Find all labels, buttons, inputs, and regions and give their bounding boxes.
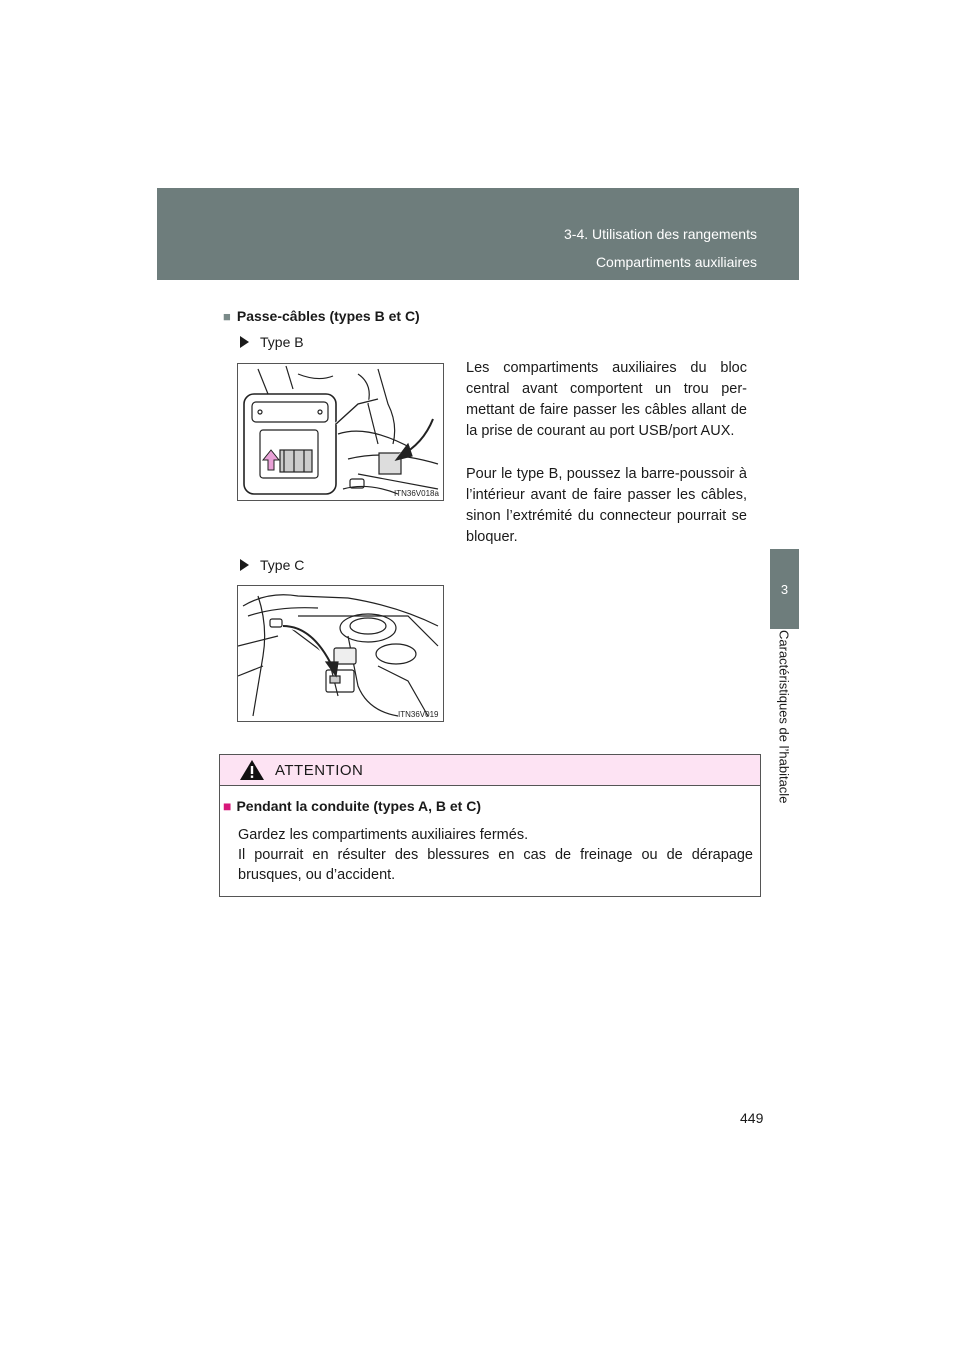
- type-b-paragraph-2: Pour le type B, poussez la barre-poussoir à l’intérieur avant de faire passer les câbles, sinon l’extrémité du connecteur pourrait se bloquer.: [466, 466, 747, 545]
- type-b-paragraph-1: Les compartiments auxiliaires du bloc central avant comportent un trou permettant de faire passer les câbles allant de la prise de courant au port USB/port AUX.: [466, 360, 747, 439]
- warning-line-2: Il pourrait en résulter des blessures en cas de freinage ou de dérapage brusques, ou d’accident.: [238, 847, 753, 883]
- square-bullet-icon: ■: [223, 309, 231, 324]
- type-b-drawing: [238, 364, 443, 500]
- header-section-title: 3-4. Utilisation des rangements: [564, 226, 757, 242]
- warning-title: ATTENTION: [275, 761, 364, 779]
- warning-icon: [239, 759, 265, 781]
- header-band: [157, 188, 799, 280]
- warning-text: [238, 825, 753, 885]
- type-b-figure-code: ITN36V018a: [394, 489, 439, 498]
- chapter-number-tab: 3: [770, 549, 799, 629]
- square-bullet-icon: ■: [223, 798, 232, 814]
- type-b-label: [240, 334, 304, 350]
- warning-subtitle: [223, 798, 481, 814]
- warning-header: [220, 755, 760, 786]
- type-c-illustration: [237, 585, 444, 722]
- warning-line-1: Gardez les compartiments auxiliaires fermés.: [238, 827, 529, 843]
- triangle-bullet-icon: [240, 559, 249, 571]
- page-number: 449: [740, 1110, 764, 1126]
- warning-subtitle-text: Pendant la conduite (types A, B et C): [236, 798, 481, 814]
- triangle-bullet-icon: [240, 336, 249, 348]
- type-c-label-text: Type C: [260, 557, 305, 573]
- type-c-label: [240, 557, 304, 573]
- section-title: [223, 308, 420, 324]
- warning-box: [219, 754, 761, 897]
- type-c-drawing: [238, 586, 443, 721]
- header-subsection-title: Compartiments auxiliaires: [595, 254, 757, 270]
- section-title-text: Passe-câbles (types B et C): [236, 308, 420, 324]
- type-b-illustration: [237, 363, 444, 501]
- chapter-title-vertical: Caractéristiques de l’habitacle: [776, 630, 792, 804]
- type-c-figure-code: ITN36V019: [398, 710, 439, 719]
- type-b-label-text: Type B: [260, 334, 304, 350]
